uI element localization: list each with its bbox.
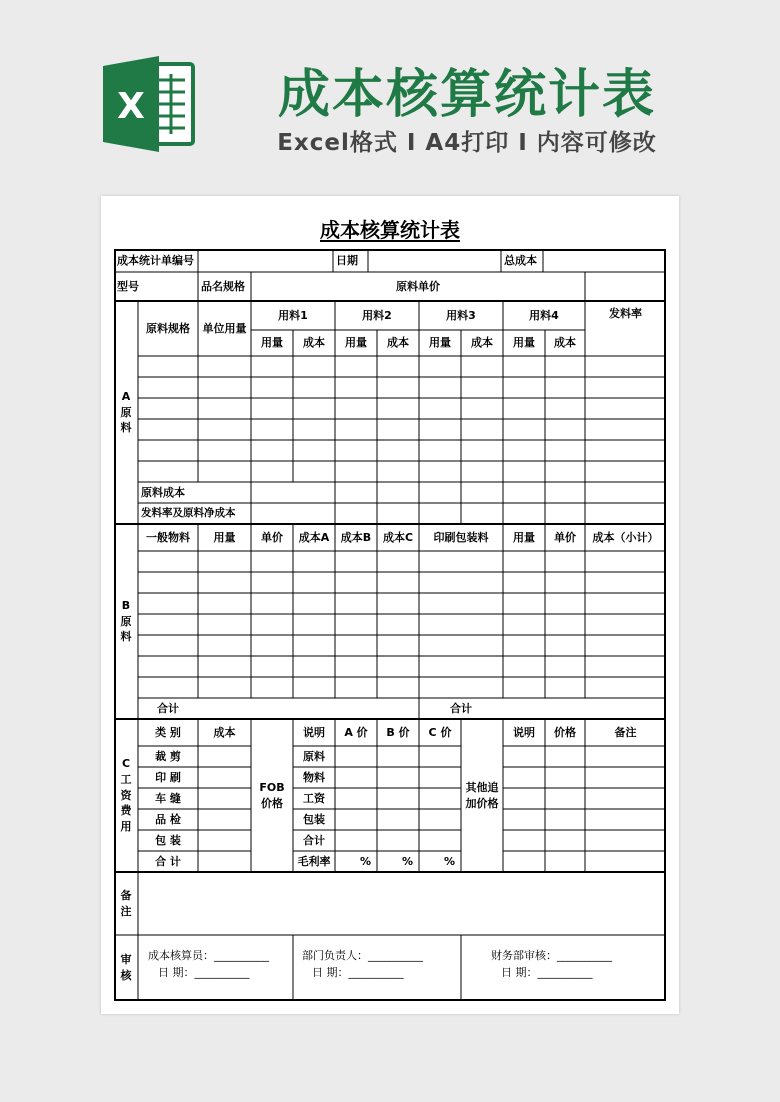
finance-signature[interactable]: 财务部审核：__________ 日 期：__________ (491, 949, 612, 979)
model-label: 型号 (117, 279, 139, 293)
material-3-label: 用料3 (446, 308, 476, 322)
date-label: 日期 (336, 254, 358, 268)
other-desc-label: 说明 (513, 725, 535, 739)
remarks-label: 备 注 (120, 888, 132, 918)
cost-a-label: 成本A (298, 530, 330, 544)
issue-rate-label: 发料率 (609, 307, 642, 321)
fob-row-material: 物料 (303, 770, 325, 784)
banner-title: 成本核算统计表 (277, 65, 656, 125)
svg-text:X: X (117, 86, 145, 127)
price-b-label: B 价 (386, 725, 410, 739)
subtotal-cost-label: 成本（小计） (592, 530, 659, 544)
category-label: 类 别 (155, 725, 181, 739)
document-sheet (101, 196, 679, 1014)
category-printing: 印 刷 (155, 770, 181, 784)
fob-price-label: FOB 价格 (259, 780, 285, 810)
usage-label: 用量 (513, 530, 535, 544)
section-b-label: B 原 料 (120, 598, 132, 644)
usage-label: 用量 (345, 336, 367, 350)
section-c-label: C 工 资 费 用 (120, 756, 132, 834)
section-a-label: A 原 料 (120, 389, 132, 435)
net-cost-label: 发料率及原料净成本 (141, 507, 236, 520)
cost-label: 成本 (387, 336, 409, 350)
fob-row-margin: 毛利率 (297, 854, 331, 868)
margin-b-percent: % (401, 854, 413, 868)
usage-label: 用量 (429, 336, 451, 350)
banner-subtitle: Excel格式 I A4打印 I 内容可修改 (277, 130, 657, 156)
price-a-label: A 价 (344, 725, 368, 739)
raw-spec-label: 原料规格 (146, 321, 190, 335)
b-total-label-right: 合计 (450, 701, 472, 715)
raw-cost-label: 原料成本 (141, 485, 185, 499)
unit-price-label: 原料单价 (396, 279, 440, 293)
total-cost-label: 总成本 (504, 254, 537, 268)
document-title: 成本核算统计表 (320, 218, 460, 242)
price-c-label: C 价 (428, 725, 452, 739)
spec-label: 品名规格 (201, 279, 245, 293)
fob-row-total: 合计 (303, 833, 325, 847)
cost-label: 成本 (303, 336, 325, 350)
b-total-label: 合计 (157, 701, 179, 715)
material-1-label: 用料1 (278, 308, 308, 322)
category-inspection: 品 检 (155, 812, 181, 826)
fob-row-wage: 工资 (303, 791, 325, 805)
material-4-label: 用料4 (529, 308, 559, 322)
usage-label: 用量 (261, 336, 283, 350)
print-packaging-label: 印刷包装料 (433, 530, 489, 544)
usage-label: 用量 (513, 336, 535, 350)
total-cost-field[interactable] (543, 250, 665, 272)
cost-c-label: 成本C (382, 530, 414, 544)
other-remark-label: 备注 (614, 725, 637, 739)
margin-c-percent: % (443, 854, 455, 868)
date-field[interactable] (368, 250, 501, 272)
category-packing: 包 装 (155, 833, 181, 847)
fob-row-packing: 包装 (303, 812, 325, 826)
accountant-signature[interactable]: 成本核算员：__________ 日 期：__________ (148, 949, 269, 979)
cost-b-label: 成本B (340, 530, 372, 544)
material-2-label: 用料2 (362, 308, 392, 322)
category-sewing: 车 缝 (155, 791, 181, 805)
other-price-label: 其他追 加价格 (465, 780, 499, 810)
approval-label: 审 核 (120, 953, 132, 982)
cost-label: 成本 (471, 336, 493, 350)
form-number-field[interactable] (198, 250, 333, 272)
cost-table (114, 249, 666, 1001)
general-material-label: 一般物料 (146, 530, 190, 544)
dept-head-signature[interactable]: 部门负责人：__________ 日 期：__________ (302, 949, 423, 979)
margin-a-percent: % (359, 854, 371, 868)
category-total: 合 计 (155, 854, 181, 868)
unit-price-label: 单价 (554, 530, 576, 544)
usage-label: 用量 (213, 530, 236, 544)
cost-label: 成本 (554, 336, 576, 350)
unit-price-label: 单价 (261, 530, 283, 544)
fob-desc-label: 说明 (303, 725, 325, 739)
remarks-field[interactable] (138, 872, 666, 935)
category-cutting: 裁 剪 (155, 749, 181, 763)
labor-cost-label: 成本 (213, 725, 236, 739)
unit-usage-label: 单位用量 (202, 321, 247, 335)
form-number-label: 成本统计单编号 (117, 254, 194, 268)
other-price-col-label: 价格 (554, 725, 576, 739)
banner (0, 0, 780, 190)
excel-logo-icon (101, 56, 197, 152)
fob-row-raw: 原料 (303, 749, 325, 763)
